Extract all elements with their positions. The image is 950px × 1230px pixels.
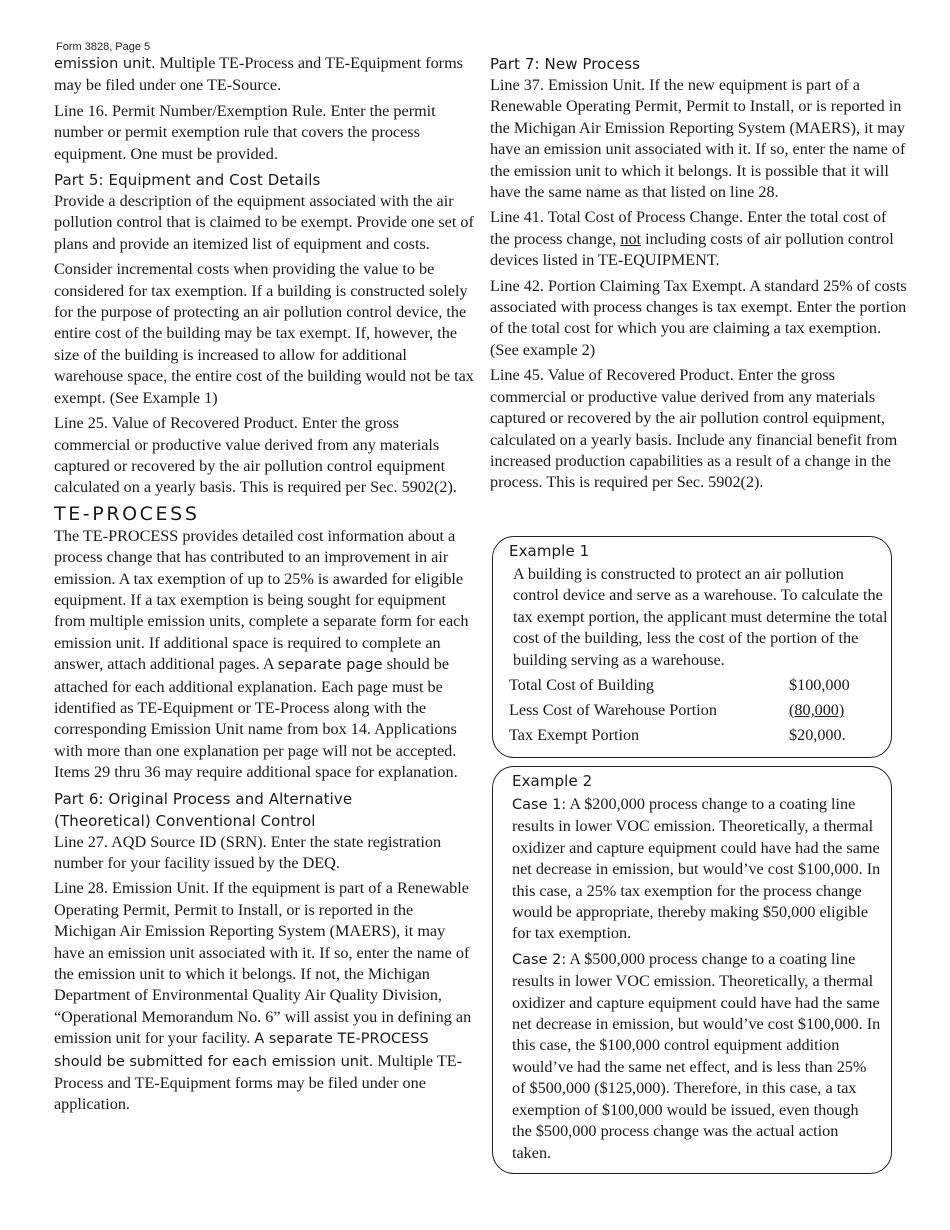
cost-label: Tax Exempt Portion [509,726,640,745]
example2-case1 [512,794,881,945]
line41-underlined-word: not [620,229,642,248]
line28-text-b: Multiple TE-Process and TE-Equipment forms may be filed under one application. [54,1051,463,1114]
intro-text: Multiple TE-Process and TE-Equipment forms may be filed under one TE-Source. [54,54,463,95]
case1-text: A $200,000 process change to a coating line results in lower VOC emission. Theoretically, a thermal oxidizer and capture equipment could have had the same net decrease in emission, but would’ve cost $100,000. In this case, a 25% tax exemption for the process change would be appropriate, thereby making $50,000 eligible for tax exemption. [512,795,881,943]
line28-sans-text: A separate TE-PROCESS should be submitted for each emission unit. [54,1031,429,1070]
te-process-text-b: should be attached for each additional explanation. Each page must be identified as TE-Equipment or TE-Process along with the corresponding Emission Unit name from box 14. Applications with more than one explanation per page will not be accepted. Items 29 thru 36 may require additional space for explanation. [54,655,458,782]
te-process-heading: TE-PROCESS [54,502,200,525]
case1-label: Case 1: [512,797,567,813]
table-row [509,725,879,750]
line28-text-a: Line 28. Emission Unit. If the equipment is part of a Renewable Operating Permit, Permit to Install, or is reported in the Michigan Air Emission Reporting System (MAERS), it may have an emission unit associated with it. If so, enter the name of the emission unit to which it belongs. If not, the Michigan Department of Environmental Quality Air Quality Division, “Operational Memorandum No. 6” will assist you in defining an emission unit for your facility. [54,879,472,1048]
line16-paragraph: Line 16. Permit Number/Exemption Rule. Enter the permit number or permit exemption rule that covers the process equipment. One must be provided. [54,101,436,163]
te-process-paragraph [54,526,474,784]
cost-label: Less Cost of Warehouse Portion [509,701,717,720]
part6-heading-line1: Part 6: Original Process and Alternative [54,789,353,808]
line41-paragraph [490,207,910,271]
cost-amount: $20,000. [789,726,846,745]
part6-heading-line2: (Theoretical) Conventional Control [54,811,316,830]
cost-amount: (80,000) [789,701,845,720]
part6-heading [54,788,474,832]
cost-label: Total Cost of Building [509,676,655,695]
intro-sans-text: emission unit. [54,56,156,72]
left-column [54,53,474,1120]
table-row [509,675,879,700]
line41-text-a: Line 41. Total Cost of Process Change. Enter the total cost of the process change, [490,208,887,248]
part7-heading: Part 7: New Process [490,55,641,73]
example1-title: Example 1 [509,542,590,560]
table-row [509,700,879,725]
example1-text: A building is constructed to protect an air pollution control device and serve as a warehouse. To calculate the tax exempt portion, the applicant must determine the total cost of the building, less the cost of the portion of the building serving as a warehouse. [513,565,888,669]
te-process-sans-text: separate page [277,657,383,674]
example1-cost-table [509,675,879,750]
example1-box [492,536,892,758]
right-column [490,53,910,498]
case2-text: A $500,000 process change to a coating line results in lower VOC emission. Theoretically, a thermal oxidizer and capture equipment could have had the same net decrease in emission, but would’ve cost $100,000. In this case, the $100,000 control equipment addition would’ve had the same net effect, and is less than 25% of $500,000 ($125,000). Therefore, in this case, a tax exemption of $100,000 would be issued, even though the $500,000 process change was the actual action taken. [512,949,881,1162]
part5-description-paragraph: Provide a description of the equipment associated with the air pollution control that is claimed to be exempt. Provide one set of plans and provide an itemized list of equipment and costs. [54,192,474,253]
line27-paragraph: Line 27. AQD Source ID (SRN). Enter the state registration number for your facility issued by the DEQ. [54,832,442,872]
te-process-text-a: The TE-PROCESS provides detailed cost information about a process change that has contributed to an improvement in air emission. A tax exemption of up to 25% is awarded for eligible equipment. If a tax exemption is being sought for equipment from multiple emission units, complete a separate form for each emission unit. If additional space is required to complete an answer, attach additional pages. A [54,526,469,674]
example2-box [492,766,892,1174]
line28-paragraph [54,878,474,1115]
part5-heading: Part 5: Equipment and Cost Details [54,171,321,190]
case2-label: Case 2: [512,951,567,968]
line45-paragraph: Line 45. Value of Recovered Product. Enter the gross commercial or productive value derived from any materials captured or recovered by the air pollution control equipment, calculated on a yearly basis. Include any financial benefit from increased production capabilities as a result of a change in the process. This is required per Sec. 5902(2). [490,366,898,492]
example2-title: Example 2 [512,772,593,790]
line37-paragraph: Line 37. Emission Unit. If the new equipment is part of a Renewable Operating Permit, Permit to Install, or is reported in the Michigan Air Emission Reporting System (MAERS), it may have an emission unit associated with it. If so, enter the name of the emission unit to which it belongs. It is possible that it will have the same name as that listed on line 28. [490,76,906,202]
cost-amount: $100,000 [789,676,850,695]
intro-paragraph [54,53,474,97]
line42-paragraph: Line 42. Portion Claiming Tax Exempt. A standard 25% of costs associated with process changes is tax exempt. Enter the portion of the total cost for which you are claiming a tax exemption. (See example 2) [490,276,907,359]
page-header: Form 3828, Page 5 [56,41,151,53]
line25-paragraph: Line 25. Value of Recovered Product. Enter the gross commercial or productive value derived from any materials captured or recovered by the air pollution control equipment calculated on a yearly basis. This is required per Sec. 5902(2). [54,414,457,497]
example2-case2 [512,949,881,1164]
line41-text-b: including costs of air pollution control devices listed in TE-EQUIPMENT. [490,229,894,270]
part5-incremental-costs-paragraph: Consider incremental costs when providing the value to be considered for tax exemption. If a building is constructed solely for the purpose of protecting an air pollution control device, the entire cost of the building may be tax exempt. If, however, the size of the building is increased to allow for additional warehouse space, the entire cost of the building would not be tax exempt. (See Example 1) [54,260,474,407]
